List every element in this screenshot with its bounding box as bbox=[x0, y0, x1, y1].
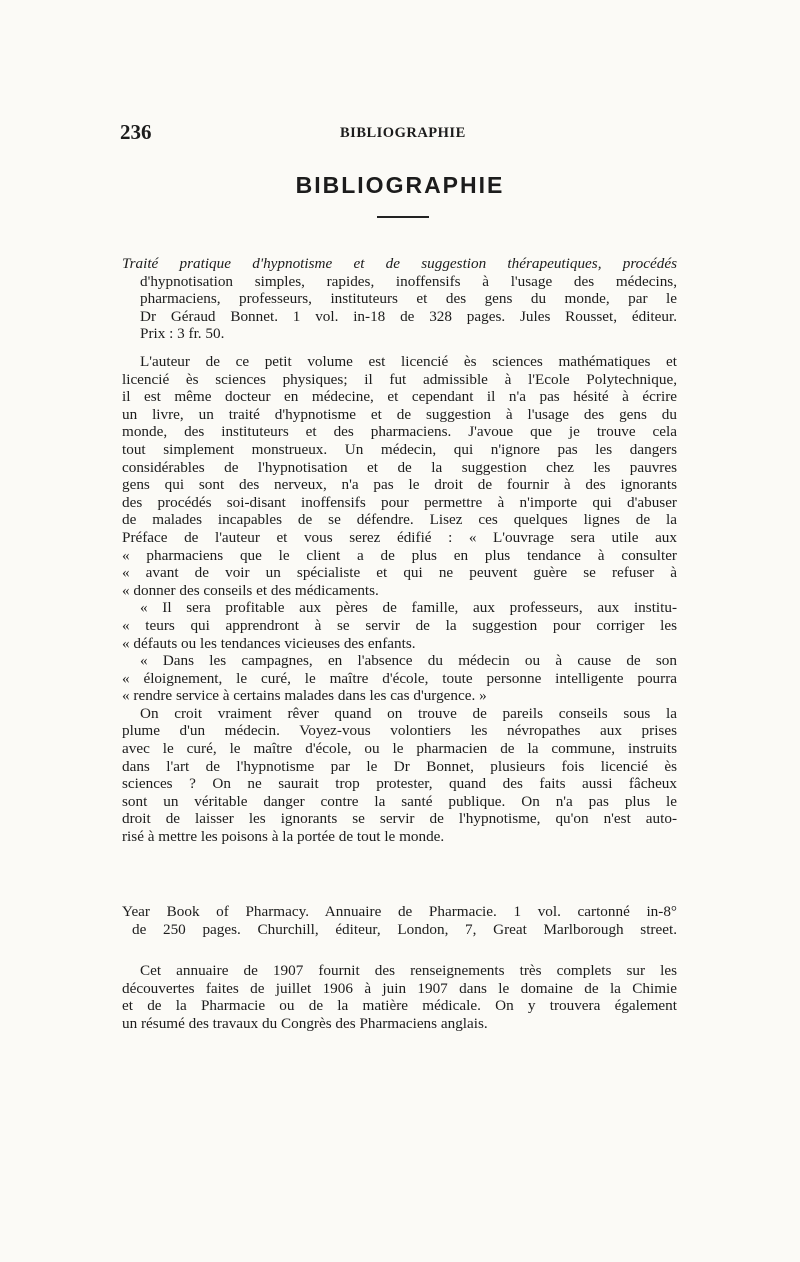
body-line: de malades incapables de se défendre. Lisez ces quelques lignes de la bbox=[122, 511, 677, 529]
body-line: « pharmaciens que le client a de plus en plus tendance à consulter bbox=[122, 546, 677, 564]
body-line: plume d'un médecin. Voyez-vous volontiers les névropathes aux prises bbox=[122, 722, 677, 740]
body-line: risé à mettre les poisons à la portée de tout le monde. bbox=[122, 828, 445, 846]
body-line: licencié ès sciences physiques; il fut admissible à l'Ecole Polytechnique, bbox=[122, 370, 677, 388]
body-line: sciences ? On ne saurait trop protester, quand des faits aussi fâcheux bbox=[122, 775, 677, 793]
body-line: et de la Pharmacie ou de la matière médicale. On y trouvera également bbox=[122, 997, 677, 1015]
page-number: 236 bbox=[120, 120, 152, 144]
body-line: tout simplement monstrueux. Un médecin, qui n'ignore pas les dangers bbox=[122, 440, 677, 458]
body-line: droit de laisser les ignorants se servir de l'hypnotisme, qu'on n'est auto- bbox=[122, 810, 677, 828]
section-title: BIBLIOGRAPHIE bbox=[295, 172, 505, 198]
reference-line: d'hypnotisation simples, rapides, inoffensifs à l'usage des médecins, bbox=[140, 272, 677, 290]
body-line: il est même docteur en médecine, et cependant il n'a pas hésité à écrire bbox=[122, 388, 677, 406]
title-rule bbox=[377, 216, 429, 218]
body-line: dans l'art de l'hypnotisme par le Dr Bonnet, plusieurs fois licencié ès bbox=[122, 757, 677, 775]
body-line: « éloignement, le curé, le maître d'école, toute personne intelligente pourra bbox=[122, 669, 677, 687]
reference-line: pharmaciens, professeurs, instituteurs et des gens du monde, par le bbox=[140, 290, 677, 308]
body-line: considérables de l'hypnotisation et de la suggestion chez les pauvres bbox=[122, 458, 677, 476]
review-1-body bbox=[122, 353, 677, 846]
body-line: « donner des conseils et des médicaments. bbox=[122, 581, 379, 599]
body-line: avec le curé, le maître d'école, ou le pharmacien de la commune, instruits bbox=[122, 740, 677, 758]
running-header bbox=[120, 120, 680, 150]
body-line: L'auteur de ce petit volume est licencié ès sciences mathématiques et bbox=[140, 353, 677, 370]
reference-line: Prix : 3 fr. 50. bbox=[140, 325, 225, 343]
review-2-reference bbox=[122, 903, 677, 938]
running-title: BIBLIOGRAPHIE bbox=[340, 125, 466, 141]
body-line: sont un véritable danger contre la santé publique. On n'a pas plus le bbox=[122, 792, 677, 810]
reference-line: Traité pratique d'hypnotisme et de suggestion thérapeutiques, procédés bbox=[122, 255, 677, 272]
reference-line: de 250 pages. Churchill, éditeur, London, 7, Great Marlborough street. bbox=[132, 920, 677, 938]
body-line: un résumé des travaux du Congrès des Pharmaciens anglais. bbox=[122, 1014, 488, 1032]
body-line: des procédés soi-disant inoffensifs pour permettre à n'importe qui d'abuser bbox=[122, 493, 677, 511]
body-line: « avant de voir un spécialiste et qui ne peuvent guère se refuser à bbox=[122, 564, 677, 582]
reference-line: Year Book of Pharmacy. Annuaire de Pharmacie. 1 vol. cartonné in-8° bbox=[122, 903, 677, 920]
body-line: « défauts ou les tendances vicieuses des enfants. bbox=[122, 634, 416, 652]
body-line: gens qui sont des nerveux, n'a pas le droit de fournir à des ignorants bbox=[122, 476, 677, 494]
body-line: découvertes faites de juillet 1906 à juin 1907 dans le domaine de la Chimie bbox=[122, 979, 677, 997]
body-line: monde, des instituteurs et des pharmaciens. J'avoue que je trouve cela bbox=[122, 423, 677, 441]
body-line: « Il sera profitable aux pères de famille, aux professeurs, aux institu- bbox=[140, 599, 677, 617]
body-line: Préface de l'auteur et vous serez édifié : « L'ouvrage sera utile aux bbox=[122, 528, 677, 546]
body-line: « Dans les campagnes, en l'absence du médecin ou à cause de son bbox=[140, 652, 677, 670]
review-2-body bbox=[122, 962, 677, 1032]
body-line: On croit vraiment rêver quand on trouve de pareils conseils sous la bbox=[140, 704, 677, 722]
review-1-reference bbox=[122, 255, 677, 343]
body-line: un livre, un traité d'hypnotisme et de suggestion à l'usage des gens du bbox=[122, 405, 677, 423]
body-line: Cet annuaire de 1907 fournit des renseignements très complets sur les bbox=[140, 962, 677, 979]
body-line: « teurs qui apprendront à se servir de la suggestion pour corriger les bbox=[122, 616, 677, 634]
reference-line: Dr Géraud Bonnet. 1 vol. in-18 de 328 pages. Jules Rousset, éditeur. bbox=[140, 307, 677, 325]
body-line: « rendre service à certains malades dans les cas d'urgence. » bbox=[122, 687, 487, 705]
